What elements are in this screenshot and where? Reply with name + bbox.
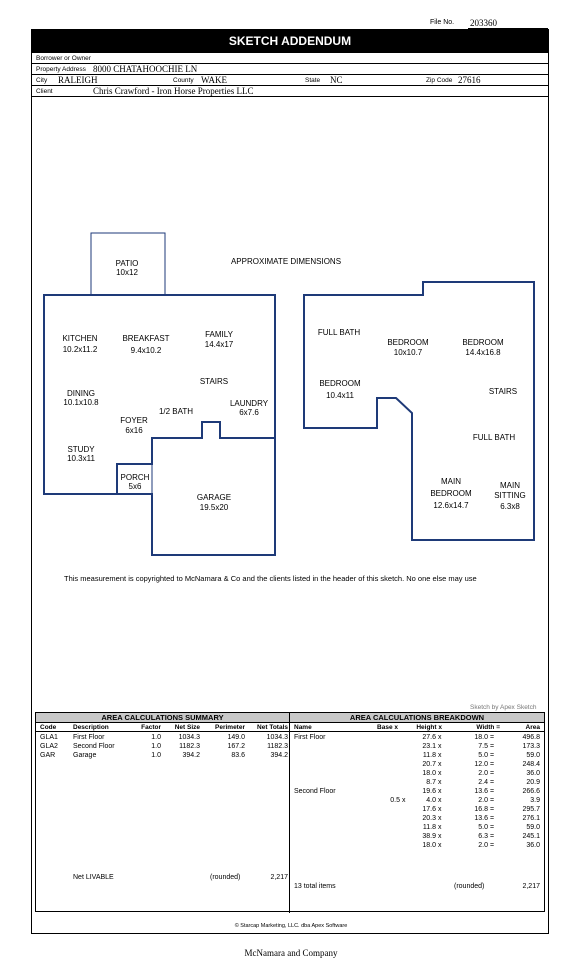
- copyright-notice: This measurement is copyrighted to McNamara & Co and the clients listed in the header of this sketch. No one else may use: [64, 574, 477, 583]
- summary-cell: Second Floor: [73, 743, 115, 750]
- client-value: Chris Crawford - Iron Horse Properties LLC: [93, 86, 254, 96]
- equals-sign: =: [490, 734, 495, 741]
- equals-sign: =: [490, 833, 495, 840]
- net-livable-label: Net LIVABLE: [73, 874, 114, 881]
- breakdown-height: 20.7: [422, 761, 436, 768]
- times-sign: x: [438, 788, 442, 795]
- room-name: BEDROOM: [462, 338, 504, 347]
- summary-cell: 83.6: [231, 752, 245, 759]
- room-dim: 10x10.7: [393, 348, 423, 357]
- property-row: [31, 64, 549, 75]
- equals-sign: =: [490, 788, 495, 795]
- zip-label: Zip Code: [426, 77, 453, 84]
- city-row: [31, 75, 549, 86]
- summary-cell: 394.2: [270, 752, 288, 759]
- summary-cell: 1034.3: [266, 734, 288, 741]
- summary-cell: 1.0: [151, 752, 161, 759]
- page-title: SKETCH ADDENDUM: [31, 29, 549, 53]
- room-name: FAMILY: [205, 330, 233, 339]
- summary-cell: Garage: [73, 752, 97, 759]
- room-name: KITCHEN: [62, 334, 98, 343]
- breakdown-title: AREA CALCULATIONS BREAKDOWN: [290, 713, 544, 723]
- room-dim: 6x7.6: [239, 408, 259, 417]
- breakdown-width: 7.5: [478, 743, 488, 750]
- room-name: STAIRS: [488, 387, 518, 396]
- breakdown-area: 59.0: [526, 824, 540, 831]
- times-sign: x: [438, 743, 442, 750]
- times-sign: x: [402, 797, 406, 804]
- room-name: LAUNDRY: [229, 399, 269, 408]
- col-net-size: Net Size: [174, 724, 200, 731]
- breakdown-width: 5.0: [478, 824, 488, 831]
- summary-cell: 394.2: [182, 752, 200, 759]
- breakdown-area: 295.7: [522, 806, 540, 813]
- breakdown-height: 4.0: [426, 797, 436, 804]
- room-name: FULL BATH: [317, 328, 361, 337]
- col-perimeter: Perimeter: [215, 724, 245, 731]
- property-value: 8000 CHATAHOOCHIE LN: [93, 64, 198, 74]
- property-label: Property Address: [36, 66, 86, 73]
- breakdown-base: 0.5: [390, 797, 400, 804]
- city-value: RALEIGH: [58, 75, 98, 85]
- times-sign: x: [438, 752, 442, 759]
- net-livable-total: 2,217: [270, 874, 288, 881]
- room-name: MAIN: [500, 481, 520, 490]
- breakdown-width: 2.0: [478, 797, 488, 804]
- breakdown-height: 8.7: [426, 779, 436, 786]
- calc-divider: [289, 713, 290, 913]
- breakdown-height: 20.3: [422, 815, 436, 822]
- breakdown-width: 2.0: [478, 842, 488, 849]
- summary-cell: GLA2: [40, 743, 58, 750]
- times-sign: x: [438, 779, 442, 786]
- room-dim: 6.3x8: [500, 502, 520, 511]
- summary-cell: 167.2: [227, 743, 245, 750]
- breakdown-width: 6.3: [478, 833, 488, 840]
- times-sign: x: [438, 815, 442, 822]
- file-no-value: 203360: [468, 18, 548, 29]
- approx-dimensions: APPROXIMATE DIMENSIONS: [230, 257, 342, 266]
- times-sign: x: [438, 842, 442, 849]
- room-dim: 5x6: [128, 482, 142, 491]
- equals-sign: =: [490, 770, 495, 777]
- breakdown-width: 2.0: [478, 770, 488, 777]
- breakdown-height: 18.0: [422, 842, 436, 849]
- breakdown-area: 496.8: [522, 734, 540, 741]
- times-sign: x: [438, 734, 442, 741]
- equals-sign: =: [490, 806, 495, 813]
- room-dim: 10.2x11.2: [62, 345, 98, 354]
- room-name: BEDROOM: [387, 338, 429, 347]
- col-factor: Factor: [141, 724, 161, 731]
- col-area: Area: [525, 724, 540, 731]
- times-sign: x: [438, 770, 442, 777]
- room-name: STUDY: [67, 445, 95, 454]
- breakdown-width: 13.6: [474, 788, 488, 795]
- breakdown-height: 27.6: [422, 734, 436, 741]
- room-dim: 10.4x11: [326, 391, 354, 400]
- breakdown-height: 38.9: [422, 833, 436, 840]
- total-items: 13 total items: [294, 883, 336, 890]
- room-dim: 10.1x10.8: [63, 398, 99, 407]
- room-name: SITTING: [494, 491, 526, 500]
- room-name: PORCH: [120, 473, 150, 482]
- breakdown-width: 5.0: [478, 752, 488, 759]
- breakdown-width: 16.8: [474, 806, 488, 813]
- client-label: Client: [36, 88, 53, 95]
- footer-company: McNamara and Company: [244, 948, 338, 958]
- room-dim: 19.5x20: [199, 503, 229, 512]
- equals-sign: =: [490, 842, 495, 849]
- summary-header-row: [36, 723, 289, 732]
- col-name: Name: [294, 724, 312, 731]
- summary-cell: 1034.3: [178, 734, 200, 741]
- state-label: State: [305, 77, 321, 84]
- equals-sign: =: [490, 752, 495, 759]
- col-code: Code: [40, 724, 57, 731]
- starcap-credit: © Starcap Marketing, LLC. dba Apex Software: [234, 923, 348, 929]
- summary-cell: 1.0: [151, 734, 161, 741]
- room-name: BREAKFAST: [122, 334, 170, 343]
- summary-cell: First Floor: [73, 734, 105, 741]
- equals-sign: =: [490, 761, 495, 768]
- room-dim: 14.4x16.8: [465, 348, 501, 357]
- breakdown-name: First Floor: [294, 734, 326, 741]
- breakdown-area: 173.3: [522, 743, 540, 750]
- summary-rounded: (rounded): [210, 874, 241, 881]
- room-dim: 9.4x10.2: [130, 346, 162, 355]
- county-label: County: [173, 77, 194, 84]
- breakdown-area: 248.4: [522, 761, 540, 768]
- summary-cell: GLA1: [40, 734, 58, 741]
- breakdown-area: 245.1: [522, 833, 540, 840]
- summary-title: AREA CALCULATIONS SUMMARY: [36, 713, 289, 723]
- summary-cell: GAR: [40, 752, 56, 759]
- breakdown-height: 18.0: [422, 770, 436, 777]
- zip-value: 27616: [458, 75, 481, 85]
- summary-cell: 149.0: [227, 734, 245, 741]
- breakdown-height: 11.8: [422, 824, 436, 831]
- room-name: STAIRS: [199, 377, 229, 386]
- room-name: FULL BATH: [472, 433, 516, 442]
- breakdown-width: 12.0: [474, 761, 488, 768]
- room-dim: 10.3x11: [67, 454, 95, 463]
- room-name: PATIO: [115, 259, 139, 268]
- breakdown-width: 2.4: [478, 779, 488, 786]
- room-dim: 14.4x17: [204, 340, 234, 349]
- breakdown-height: 23.1: [422, 743, 436, 750]
- room-dim: 10x12: [116, 268, 138, 277]
- summary-cell: 1182.3: [179, 743, 200, 750]
- floor-plan-sketch: [32, 96, 548, 696]
- county-value: WAKE: [201, 75, 227, 85]
- times-sign: x: [438, 833, 442, 840]
- borrower-label: Borrower or Owner: [36, 55, 91, 62]
- breakdown-header-row: [290, 723, 544, 732]
- equals-sign: =: [490, 779, 495, 786]
- area-calculations: [35, 712, 545, 912]
- breakdown-name: Second Floor: [294, 788, 336, 795]
- breakdown-width: 13.6: [474, 815, 488, 822]
- file-no-label: File No.: [430, 19, 455, 26]
- room-name: BEDROOM: [430, 489, 472, 498]
- breakdown-height: 11.8: [422, 752, 436, 759]
- summary-cell: 1182.3: [267, 743, 288, 750]
- breakdown-area: 59.0: [526, 752, 540, 759]
- times-sign: x: [438, 761, 442, 768]
- col-base: Base x: [377, 724, 398, 731]
- breakdown-height: 19.6: [422, 788, 436, 795]
- times-sign: x: [438, 797, 442, 804]
- room-dim: 6x16: [125, 426, 143, 435]
- summary-cell: 1.0: [151, 743, 161, 750]
- breakdown-area: 36.0: [526, 842, 540, 849]
- breakdown-area: 276.1: [522, 815, 540, 822]
- state-value: NC: [330, 75, 343, 85]
- room-dim: 12.6x14.7: [433, 501, 469, 510]
- times-sign: x: [438, 824, 442, 831]
- breakdown-area: 266.6: [522, 788, 540, 795]
- breakdown-width: 18.0: [474, 734, 488, 741]
- room-name: FOYER: [120, 416, 148, 425]
- room-name: BEDROOM: [319, 379, 361, 388]
- equals-sign: =: [490, 815, 495, 822]
- equals-sign: =: [490, 824, 495, 831]
- times-sign: x: [438, 806, 442, 813]
- room-name: 1/2 BATH: [158, 407, 194, 416]
- breakdown-area: 3.9: [530, 797, 540, 804]
- apex-credit: Sketch by Apex Sketch: [470, 704, 537, 711]
- breakdown-area: 20.9: [526, 779, 540, 786]
- col-width: Width =: [476, 724, 500, 731]
- room-name: MAIN: [441, 477, 461, 486]
- room-name: DINING: [67, 389, 95, 398]
- col-height: Height x: [416, 724, 442, 731]
- col-net-totals: Net Totals: [257, 724, 288, 731]
- equals-sign: =: [490, 797, 495, 804]
- breakdown-total: 2,217: [522, 883, 540, 890]
- city-label: City: [36, 77, 48, 84]
- col-description: Description: [73, 724, 109, 731]
- room-name: GARAGE: [196, 493, 232, 502]
- breakdown-rounded: (rounded): [454, 883, 485, 890]
- borrower-row: [31, 53, 549, 64]
- equals-sign: =: [490, 743, 495, 750]
- breakdown-height: 17.6: [422, 806, 436, 813]
- breakdown-area: 36.0: [526, 770, 540, 777]
